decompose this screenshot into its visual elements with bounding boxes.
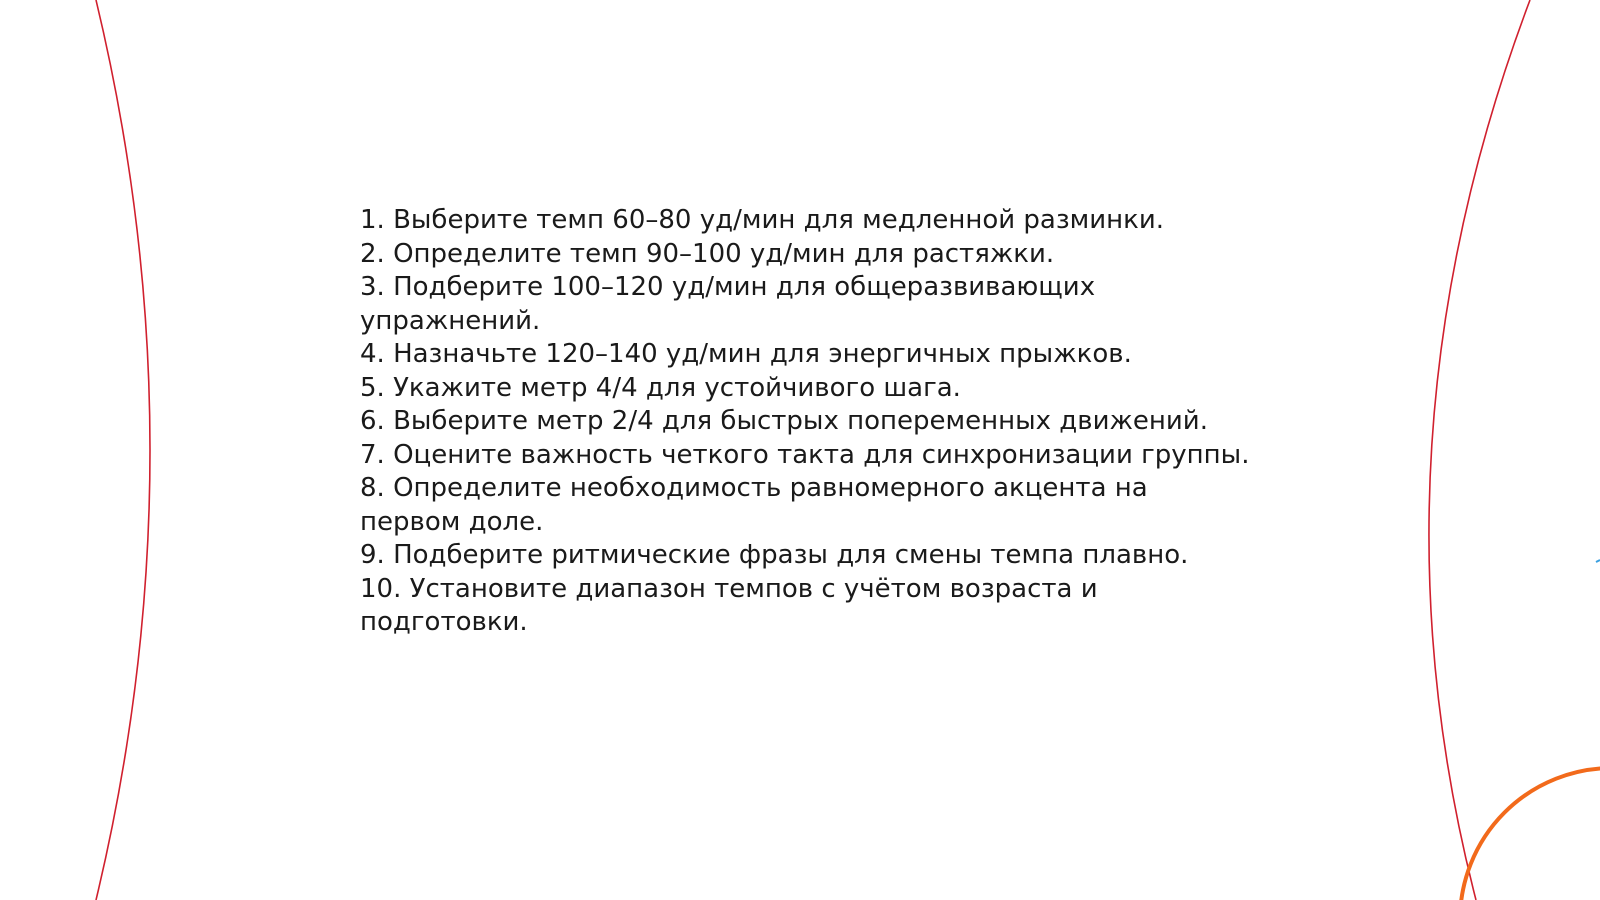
orange-circle-outline <box>1460 768 1600 900</box>
list-line: первом доле. <box>360 506 544 537</box>
list-line: 9. Подберите ритмические фразы для смены темпа плавно. <box>360 540 1189 570</box>
list-line: подготовки. <box>360 607 528 637</box>
blue-accent-mark <box>1596 560 1600 562</box>
instruction-list <box>360 204 1260 640</box>
list-line: 6. Выберите метр 2/4 для быстрых попеременных движений. <box>360 406 1208 436</box>
list-line: 3. Подберите 100–120 уд/мин для общеразвивающих <box>360 272 1096 302</box>
right-red-arc <box>1429 0 1530 900</box>
list-line: упражнений. <box>360 305 541 336</box>
list-line: 2. Определите темп 90–100 уд/мин для растяжки. <box>360 238 1055 269</box>
list-line: 7. Оцените важность четкого такта для синхронизации группы. <box>360 439 1250 470</box>
list-line: 5. Укажите метр 4/4 для устойчивого шага. <box>360 372 961 403</box>
list-line: 10. Установите диапазон темпов с учётом возраста и <box>360 573 1098 604</box>
list-line: 1. Выберите темп 60–80 уд/мин для медленной разминки. <box>360 205 1165 235</box>
list-line: 8. Определите необходимость равномерного акцента на <box>360 473 1148 503</box>
left-red-arc <box>96 0 150 900</box>
list-line: 4. Назначьте 120–140 уд/мин для энергичных прыжков. <box>360 339 1132 369</box>
